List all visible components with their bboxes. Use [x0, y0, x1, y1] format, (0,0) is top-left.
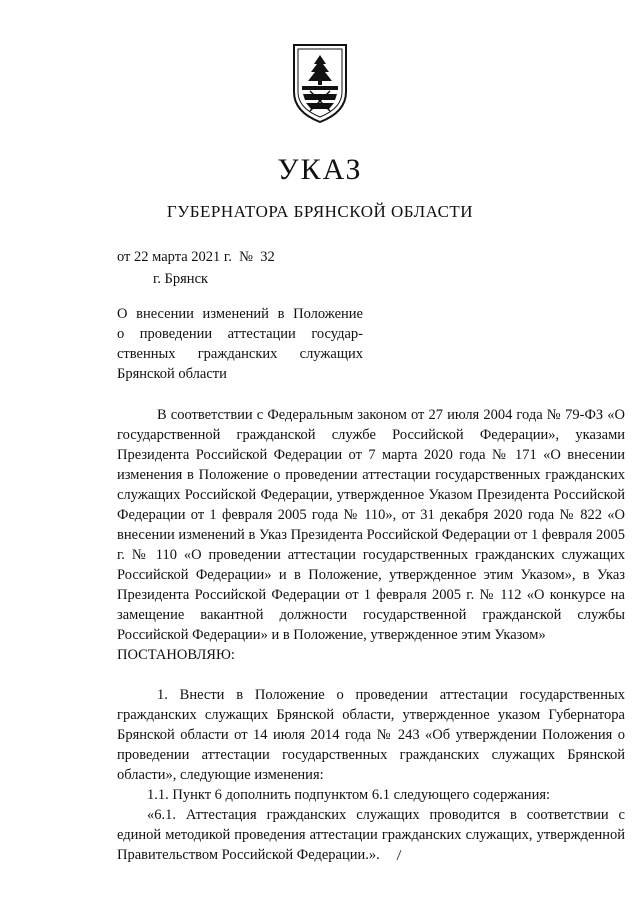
- document-subject: [117, 304, 363, 384]
- subject-line: о проведении аттестации государ-: [117, 326, 363, 342]
- place-line: г. Брянск: [153, 271, 209, 287]
- pen-mark: [392, 848, 406, 862]
- date-line: от 22 марта 2021 г. № 32: [117, 249, 275, 265]
- bryansk-coat-of-arms-icon: [291, 42, 349, 126]
- document-title: УКАЗ: [277, 153, 363, 186]
- item-1-1-paragraph: 1.1. Пункт 6 дополнить подпунктом 6.1 следующего содержания:: [147, 787, 551, 803]
- item-1-paragraph: 1. Внести в Положение о проведении аттестации государственных гражданских служащих Брянской области, утвержденное указом Губернатора Брянской области от 14 июля 2014 года № 243 «Об утверждении Положения о проведении аттестации государственных гражданских служащих Брянской области», следующие изменения:: [117, 687, 625, 783]
- decree-word: ПОСТАНОВЛЯЮ:: [117, 647, 235, 663]
- subject-line: ственных гражданских служащих: [117, 346, 363, 362]
- subject-line: О внесении изменений в Положение: [117, 306, 363, 322]
- document-subtitle: ГУБЕРНАТОРА БРЯНСКОЙ ОБЛАСТИ: [166, 202, 474, 221]
- document-meta: [117, 246, 275, 290]
- preamble-paragraph: В соответствии с Федеральным законом от 27 июля 2004 года № 79-ФЗ «О государственной гражданской службе Российской Федерации», указами Президента Российской Федерации от 7 марта 2020 года № 171 «О внесении изменения в Положение о проведении аттестации государственных гражданских служащих Российской Федерации, утвержденное Указом Президента Российской Федерации от 1 февраля 2005 года № 110», от 31 декабря 2020 года № 822 «О внесении изменений в Указ Президента Российской Федерации от 1 февраля 2005 г. № 110 «О проведении аттестации государственных гражданских служащих Российской Федерации» и в Положение, утвержденное этим Указом», в Указ Президента Российской Федерации от 1 февраля 2005 г. № 112 «О конкурсе на замещение вакантной должности государственной гражданской службы Российской Федерации» и в Положение, утвержденное этим Указом»: [117, 407, 625, 643]
- subject-line: Брянской области: [117, 366, 227, 382]
- quoted-clause-paragraph: «6.1. Аттестация гражданских служащих проводится в соответствии с единой методикой проведения аттестации гражданских служащих, утвержденной Правительством Российской Федерации.».: [117, 807, 625, 863]
- document-body: [117, 405, 625, 865]
